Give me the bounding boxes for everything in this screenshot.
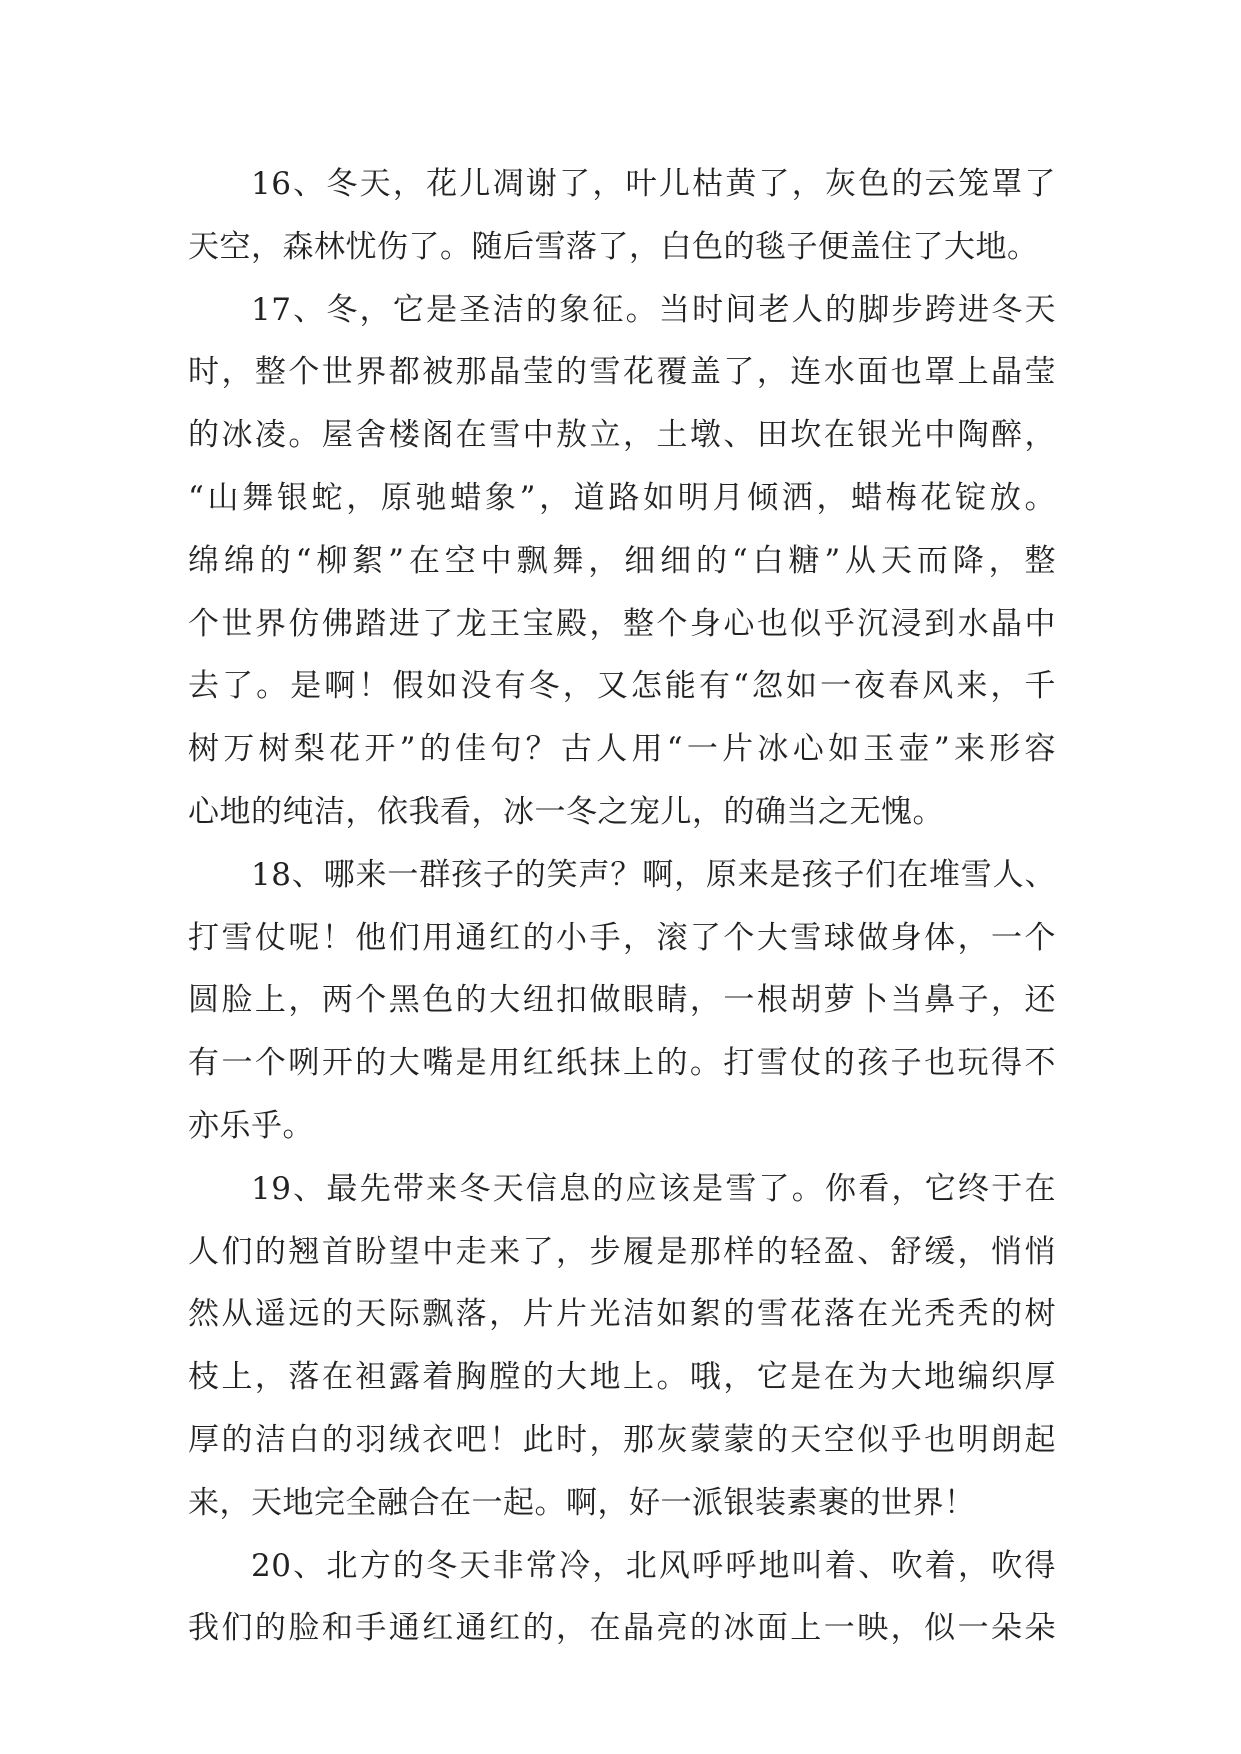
paragraph-line: 20、北方的冬天非常冷，北风呼呼地叫着、吹着，吹得 xyxy=(251,1547,1056,1584)
paragraph-line: 枝上，落在袒露着胸膛的大地上。哦，它是在为大地编织厚 xyxy=(188,1359,1056,1396)
paragraph-line: 树万树梨花开”的佳句？古人用“一片冰心如玉壶”来形容 xyxy=(188,731,1056,768)
paragraph-line: 时，整个世界都被那晶莹的雪花覆盖了，连水面也罩上晶莹 xyxy=(188,354,1056,391)
paragraph-line: 来，天地完全融合在一起。啊，好一派银装素裹的世界！ xyxy=(188,1484,976,1521)
paragraph-line: 的冰凌。屋舍楼阁在雪中敖立，土墩、田坎在银光中陶醉， xyxy=(188,417,1056,454)
paragraph-line: 17、冬，它是圣洁的象征。当时间老人的脚步跨进冬天 xyxy=(251,291,1056,328)
paragraph-line: 天空，森林忧伤了。随后雪落了，白色的毯子便盖住了大地。 xyxy=(188,228,1039,265)
paragraph-16 xyxy=(188,153,1056,279)
paragraph-line: 18、哪来一群孩子的笑声？啊，原来是孩子们在堆雪人、 xyxy=(251,856,1056,893)
paragraph-line: “山舞银蛇，原驰蜡象”，道路如明月倾洒，蜡梅花锭放。 xyxy=(188,479,1056,516)
paragraph-line: 厚的洁白的羽绒衣吧！此时，那灰蒙蒙的天空似乎也明朗起 xyxy=(188,1421,1056,1458)
paragraph-17 xyxy=(188,279,1056,844)
paragraph-line: 去了。是啊！假如没有冬，又怎能有“忽如一夜春风来，千 xyxy=(188,668,1056,705)
paragraph-line: 19、最先带来冬天信息的应该是雪了。你看，它终于在 xyxy=(251,1170,1056,1207)
document-body xyxy=(188,153,1056,1660)
paragraph-line: 我们的脸和手通红通红的，在晶亮的冰面上一映，似一朵朵 xyxy=(188,1610,1056,1647)
paragraph-20 xyxy=(188,1535,1056,1661)
paragraph-19 xyxy=(188,1158,1056,1535)
paragraph-line: 圆脸上，两个黑色的大纽扣做眼睛，一根胡萝卜当鼻子，还 xyxy=(188,982,1056,1019)
paragraph-line: 人们的翘首盼望中走来了，步履是那样的轻盈、舒缓，悄悄 xyxy=(188,1233,1056,1270)
paragraph-line: 16、冬天，花儿凋谢了，叶儿枯黄了，灰色的云笼罩了 xyxy=(251,166,1056,202)
paragraph-line: 绵绵的“柳絮”在空中飘舞，细细的“白糖”从天而降，整 xyxy=(188,542,1056,579)
paragraph-line: 个世界仿佛踏进了龙王宝殿，整个身心也似乎沉浸到水晶中 xyxy=(188,605,1056,642)
paragraph-line: 亦乐乎。 xyxy=(188,1107,314,1144)
paragraph-line: 有一个咧开的大嘴是用红纸抹上的。打雪仗的孩子也玩得不 xyxy=(188,1045,1056,1082)
paragraph-line: 然从遥远的天际飘落，片片光洁如絮的雪花落在光秃秃的树 xyxy=(188,1296,1056,1333)
paragraph-18 xyxy=(188,844,1056,1158)
paragraph-line: 打雪仗呢！他们用通红的小手，滚了个大雪球做身体，一个 xyxy=(188,919,1056,956)
paragraph-line: 心地的纯洁，依我看，冰一冬之宠儿，的确当之无愧。 xyxy=(188,793,944,830)
